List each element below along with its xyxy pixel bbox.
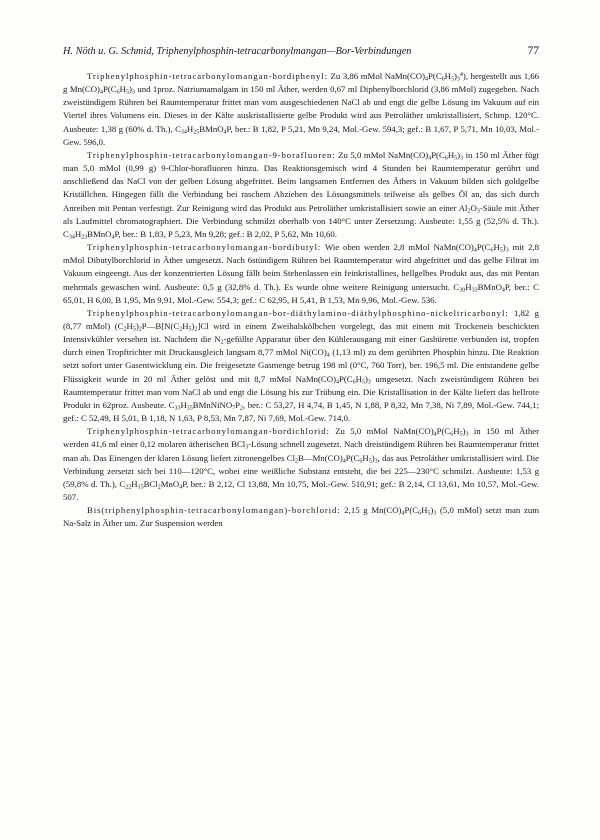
- paragraph-nickeltricarbonyl: [63, 307, 539, 425]
- header-authors: H. Nöth u. G. Schmid,: [63, 46, 154, 57]
- compound-title: Bis(triphenylphosphin-tetracarbonylomangan)-borchlorid:: [87, 505, 341, 516]
- paragraph-bordibutyl: [63, 241, 539, 307]
- running-header: [63, 45, 539, 57]
- paragraph-text: Zu 5,0 mMol $NaMn(CO)_4P(C_6H_5)_3$ in 150 ml Äther fügt man 5,0 mMol (0,99 g) 9-Chlor-borafluoren hinzu. Das Reaktionsgemisch wird 4 Stunden bei Raumtemperatur gerührt und anschließend das NaCl von der gelben Lösung abgefrittet. Beim langsamen Entfernen des Äthers in Vakuum bilden sich goldgelbe Kriställchen. Hingegen fällt die Verbindung bei raschem Abziehen des Lösungsmittels teilweise als gelbes Öl an, das sich durch Anreiben mit Pentan verfestigt. Zur Reinigung wird das Produkt aus Petroläther umkristallisiert sowie an einer $Al_2O_3$-Säule mit Äther als Laufmittel chromatographiert. Die Verbindung schmilzt oberhalb von 140°C unter Zersetzung. Ausbeute: 1,55 g (52,5% d. Th.). $C_{34}H_{23}BMnO_4P$, ber.: B 1,83, P 5,23, Mn 9,28; gef.: B 2,02, P 5,62, Mn 10,60.: [63, 149, 540, 241]
- compound-title: Triphenylphosphin-tetracarbonylomangan-9-borafluoren:: [87, 149, 336, 160]
- compound-title: Triphenylphosphin-tetracarbonylomangan-bordibutyl:: [87, 242, 322, 253]
- compound-title: Triphenylphosphin-tetracarbonylomangan-bor-diäthylamino-diäthylphosphino-nickeltricarbonyl:: [87, 307, 509, 318]
- paragraph-text: Wie oben werden 2,8 mMol $NaMn(CO)_4P(C_6H_5)_3$ mit 2,8 mMol Dibutylborchlorid in Äther umgesetzt. Nach 6stündigem Rühren bei Raumtemperatur wird abgefrittet und das gelbe Filtrat im Vakuum eingeengt. Aus der konzentrierten Lösung fällt beim Stehenlassen ein feinkristallines, hellgelbes Produkt aus, das mit Pentan mehrmals gewaschen wird. Ausbeute: 0,5 g (32,8% d. Th.). Es wurde ohne weitere Reinigung untersucht. $C_{30}H_{33}BMnO_4P$, ber.: C 65,01, H 6,00, B 1,95, Mn 9,91, Mol.-Gew. 554,3; gef.: C 62,95, H 5,41, B 1,53, Mn 9,96, Mol.-Gew. 536.: [63, 242, 540, 305]
- paragraph-text: 2,15 g $Mn(CO)_4P(C_6H_5)_3$ (5,0 mMol) setzt man zum Na-Salz in Äther um. Zur Suspension werden: [63, 505, 540, 529]
- article-body: [63, 70, 539, 530]
- paragraph-borchlorid: [63, 504, 539, 530]
- paragraph-bordichlorid: [63, 425, 539, 504]
- header-line: [63, 46, 411, 57]
- page-number: 77: [527, 45, 539, 57]
- compound-title: Triphenylphosphin-tetracarbonylomangan-bordichlorid:: [87, 426, 330, 437]
- paragraph-text: 1,82 g (8,77 mMol) $(C_2H_5)_2P—B[N(C_2H_5)_2]Cl$ wird in einem Zweihalskölbchen vorgelegt, das mit einem mit Trockeneis beschickten Intensivkühler versehen ist. Nachdem die $N_2$-gefüllte Apparatur über den Kühlerausgang mit einer Gasbürette verbunden ist, tropfen durch einen Tropftrichter mit Druckausgleich langsam 8,77 mMol $Ni(CO)_4$ (1,13 ml) zu dem gerührten Phosphin hinzu. Die Reaktion setzt sofort unter Gasentwicklung ein. Die freigesetzte Gasmenge betrug 198 ml (0°C, 760 Torr), ber. 196,5 ml. Die entstandene gelbe Flüssigkeit wurde in 20 ml Äther gelöst und mit 8,7 mMol $NaMn(CO)_4P(C_6H_5)_3$ umgesetzt. Nach zweistündigem Rühren bei Raumtemperatur frittet man vom NaCl ab und engt die Lösung bis zur Trübung ein. Die Kristallisation in der Kälte liefert das hellrote Produkt in 62proz. Ausbeute. $C_{33}H_{35}BMnNiNO_7P_2$, ber.: C 53,27, H 4,74, B 1,45, N 1,88, P 8,32, Mn 7,38, Ni 7,89, Mol.-Gew. 744,1; gef.: C 52,49, H 5,01, B 1,18, N 1,63, P 8,53, Mn 7,87, Ni 7,69, Mol.-Gew. 714,0.: [63, 307, 540, 424]
- paragraph-bordiphenyl: [63, 70, 539, 149]
- compound-title: Triphenylphosphin-tetracarbonylomangan-bordiphenyl:: [87, 71, 328, 81]
- paragraph-text: Zu 3,86 mMol $NaMn(CO)_4P(C_6H_5)_3^4$), hergestellt aus 1,66 g $Mn(CO)_4P(C_6H_5)_3$ und 1proz. Natriumamalgam in 150 ml Äther, werden 0,67 ml Diphenylborchlorid (3,86 mMol) zugegeben. Nach zweistündigem Rühren bei Raumtemperatur frittet man vom ausgeschiedenen NaCl ab und engt die gelbe Lösung im Vakuum auf ein Viertel ihres Volumens ein. Dieses in der Kälte auskristallisierte gelbe Produkt wird aus Petroläther umkristallisiert, Schmp. 120°C. Ausbeute: 1,38 g (60% d. Th.), $C_{34}H_{25}BMnO_4P$, ber.: B 1,82, P 5,21, Mn 9,24, Mol.-Gew. 594,3; gef.: B 1,67, P 5,71, Mn 10,03, Mol.-Gew. 596,0.: [63, 71, 540, 147]
- paragraph-text: Zu 5,0 mMol $NaMn(CO)_4P(C_6H_5)_3$ in 150 ml Äther werden 41,6 ml einer 0,12 molaren ätherischen BCl$_3$-Lösung schnell zugesetzt. Nach dreistündigem Rühren bei Raumtemperatur frittet man ab. Das Einengen der klaren Lösung liefert zitronengelbes $Cl_2B—Mn(CO)_4P(C_6H_5)_3$, das aus Petroläther umkristallisiert wird. Die Verbindung zersetzt sich bei 110—120°C, wobei eine weißliche Substanz entsteht, die bei 225—230°C schmilzt. Ausbeute: 1,53 g (59,8% d. Th.), $C_{22}H_{15}BCl_2MnO_4P$, ber.: B 2,12, Cl 13,88, Mn 10,75, Mol.-Gew. 510,91; gef.: B 2,14, Cl 13,61, Mn 10,57, Mol.-Gew. 507.: [63, 426, 540, 502]
- paragraph-borafluoren: [63, 149, 539, 241]
- header-title: Triphenylphosphin-tetracarbonylmangan—Bor-Verbindungen: [156, 46, 412, 57]
